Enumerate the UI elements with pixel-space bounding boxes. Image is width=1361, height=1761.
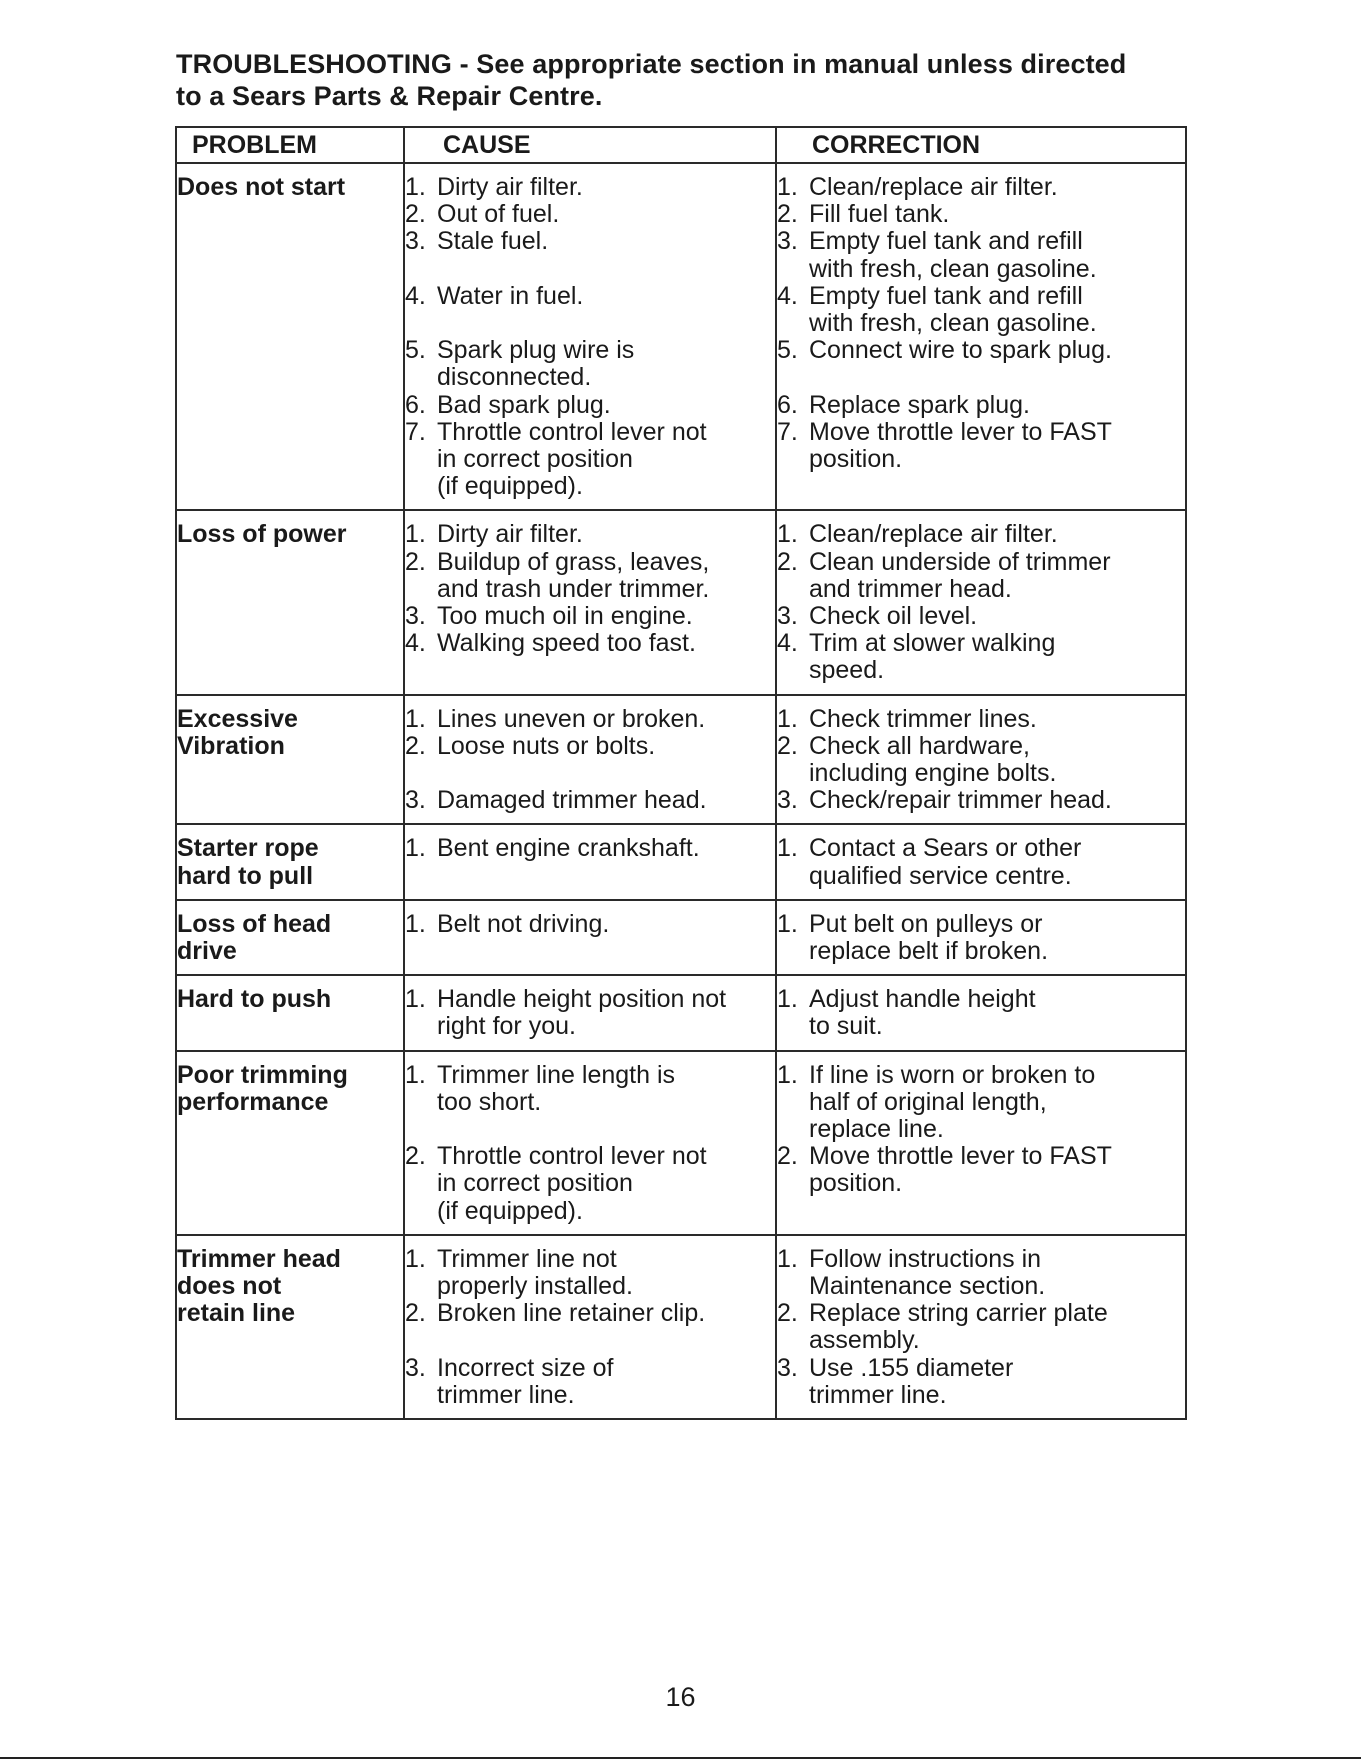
page-number: 16 bbox=[665, 1682, 696, 1712]
title-line-1: TROUBLESHOOTING - See appropriate section in manual unless directed bbox=[176, 49, 1127, 79]
item-text-line: speed. bbox=[809, 656, 885, 685]
item-number: 3. bbox=[405, 227, 426, 256]
troubleshooting-table bbox=[175, 126, 1187, 1420]
cause-item bbox=[405, 733, 775, 760]
table-header-row bbox=[176, 127, 1186, 163]
correction-item bbox=[777, 549, 1185, 603]
problem-cell bbox=[176, 975, 404, 1050]
item-text bbox=[437, 911, 775, 938]
item-text-line: If line is worn or broken to bbox=[809, 1060, 1096, 1089]
item-text-line: Incorrect size of bbox=[437, 1353, 614, 1382]
item-text bbox=[809, 283, 1185, 337]
item-number: 1. bbox=[405, 985, 426, 1014]
cause-item bbox=[405, 174, 775, 201]
problem-cell bbox=[176, 1235, 404, 1419]
item-text-line: Bad spark plug. bbox=[437, 390, 611, 419]
correction-cell bbox=[776, 900, 1186, 975]
cause-item bbox=[405, 228, 775, 255]
item-text-line: Trimmer line length is bbox=[437, 1060, 676, 1089]
correction-item bbox=[777, 706, 1185, 733]
problem-cell bbox=[176, 1051, 404, 1235]
table-row bbox=[176, 1051, 1186, 1235]
item-number: 7. bbox=[777, 417, 798, 446]
problem-cell bbox=[176, 900, 404, 975]
problem-text: hard to pull bbox=[177, 861, 314, 890]
item-text-line: Too much oil in engine. bbox=[437, 602, 693, 631]
item-text-line: to suit. bbox=[809, 1012, 883, 1041]
item-text-line: Trim at slower walking bbox=[809, 629, 1056, 658]
item-text bbox=[437, 787, 775, 814]
item-text bbox=[437, 835, 775, 862]
spacer bbox=[405, 310, 775, 337]
item-number: 1. bbox=[405, 520, 426, 549]
item-text bbox=[809, 228, 1185, 282]
correction-item bbox=[777, 986, 1185, 1040]
item-number: 1. bbox=[777, 1244, 798, 1273]
correction-cell bbox=[776, 695, 1186, 825]
item-text bbox=[809, 1062, 1185, 1144]
item-number: 2. bbox=[777, 200, 798, 229]
item-number: 6. bbox=[777, 390, 798, 419]
correction-item bbox=[777, 630, 1185, 684]
problem-text: Hard to push bbox=[177, 985, 332, 1014]
item-text-line: Broken line retainer clip. bbox=[437, 1299, 706, 1328]
item-text bbox=[437, 392, 775, 419]
item-text bbox=[809, 603, 1185, 630]
problem-text: performance bbox=[177, 1087, 329, 1116]
header-correction: CORRECTION bbox=[776, 127, 1186, 163]
item-number: 5. bbox=[405, 336, 426, 365]
item-text-line: Loose nuts or bolts. bbox=[437, 731, 656, 760]
item-text bbox=[437, 228, 775, 255]
item-text-line: trimmer line. bbox=[437, 1380, 575, 1409]
bottom-rule bbox=[0, 1757, 1361, 1759]
correction-item bbox=[777, 1246, 1185, 1300]
correction-cell bbox=[776, 824, 1186, 899]
item-text bbox=[809, 911, 1185, 965]
item-text bbox=[437, 201, 775, 228]
correction-item bbox=[777, 283, 1185, 337]
item-text bbox=[809, 392, 1185, 419]
item-text-line: Use .155 diameter bbox=[809, 1353, 1014, 1382]
item-text-line: Clean/replace air filter. bbox=[809, 520, 1058, 549]
item-text bbox=[437, 549, 775, 603]
item-text-line: including engine bolts. bbox=[809, 759, 1057, 788]
item-text-line: position. bbox=[809, 1169, 903, 1198]
problem-text: does not bbox=[177, 1272, 282, 1301]
table-row bbox=[176, 695, 1186, 825]
cause-item bbox=[405, 986, 775, 1040]
problem-cell bbox=[176, 695, 404, 825]
item-text-line: Check/repair trimmer head. bbox=[809, 786, 1112, 815]
item-text bbox=[809, 419, 1185, 473]
item-text-line: Move throttle lever to FAST bbox=[809, 1142, 1112, 1171]
cause-item bbox=[405, 392, 775, 419]
item-text-line: Throttle control lever not bbox=[437, 417, 707, 446]
item-text-line: Bent engine crankshaft. bbox=[437, 834, 700, 863]
problem-text: Loss of head bbox=[177, 909, 332, 938]
item-text bbox=[437, 419, 775, 501]
item-text-line: and trash under trimmer. bbox=[437, 574, 710, 603]
spacer bbox=[405, 256, 775, 283]
item-text bbox=[437, 1300, 775, 1327]
correction-item bbox=[777, 835, 1185, 889]
table-row bbox=[176, 975, 1186, 1050]
cause-item bbox=[405, 1062, 775, 1116]
cause-item bbox=[405, 603, 775, 630]
cause-item bbox=[405, 706, 775, 733]
cause-cell bbox=[404, 1051, 776, 1235]
cause-item bbox=[405, 201, 775, 228]
item-text-line: Clean/replace air filter. bbox=[809, 173, 1058, 201]
correction-item bbox=[777, 603, 1185, 630]
item-number: 3. bbox=[405, 1353, 426, 1382]
cause-item bbox=[405, 521, 775, 548]
problem-text: Starter rope bbox=[177, 834, 319, 863]
item-text-line: Connect wire to spark plug. bbox=[809, 336, 1112, 365]
cause-item bbox=[405, 835, 775, 862]
page-title bbox=[176, 48, 1216, 112]
correction-item bbox=[777, 174, 1185, 201]
item-text-line: Empty fuel tank and refill bbox=[809, 281, 1083, 310]
item-text-line: Stale fuel. bbox=[437, 227, 549, 256]
correction-item bbox=[777, 392, 1185, 419]
correction-item bbox=[777, 911, 1185, 965]
item-text-line: Adjust handle height bbox=[809, 985, 1036, 1014]
item-number: 4. bbox=[777, 281, 798, 310]
item-text bbox=[809, 787, 1185, 814]
item-text bbox=[809, 1246, 1185, 1300]
cause-cell bbox=[404, 900, 776, 975]
problem-text: Vibration bbox=[177, 731, 285, 760]
problem-text: Poor trimming bbox=[177, 1060, 348, 1089]
item-text-line: Buildup of grass, leaves, bbox=[437, 547, 710, 576]
item-text bbox=[809, 1300, 1185, 1354]
correction-item bbox=[777, 1300, 1185, 1354]
item-text-line: assembly. bbox=[809, 1326, 920, 1355]
table-row bbox=[176, 163, 1186, 510]
correction-item bbox=[777, 1143, 1185, 1197]
item-text bbox=[437, 603, 775, 630]
cause-item bbox=[405, 1246, 775, 1300]
item-text-line: Throttle control lever not bbox=[437, 1142, 707, 1171]
item-number: 1. bbox=[777, 704, 798, 733]
item-number: 2. bbox=[405, 731, 426, 760]
item-number: 3. bbox=[405, 602, 426, 631]
item-text bbox=[437, 337, 775, 391]
item-number: 2. bbox=[405, 200, 426, 229]
correction-item bbox=[777, 337, 1185, 364]
item-text-line: with fresh, clean gasoline. bbox=[809, 254, 1097, 283]
item-text bbox=[437, 521, 775, 548]
table-row bbox=[176, 824, 1186, 899]
item-text-line: (if equipped). bbox=[437, 1196, 583, 1225]
item-text-line: Fill fuel tank. bbox=[809, 200, 950, 229]
problem-text: retain line bbox=[177, 1299, 296, 1328]
correction-item bbox=[777, 1062, 1185, 1144]
item-number: 3. bbox=[777, 786, 798, 815]
item-number: 1. bbox=[777, 909, 798, 938]
item-number: 1. bbox=[405, 909, 426, 938]
cause-item bbox=[405, 911, 775, 938]
item-number: 4. bbox=[405, 629, 426, 658]
item-text bbox=[437, 706, 775, 733]
correction-cell bbox=[776, 1051, 1186, 1235]
item-text-line: Move throttle lever to FAST bbox=[809, 417, 1112, 446]
item-number: 7. bbox=[405, 417, 426, 446]
cause-item bbox=[405, 1143, 775, 1225]
correction-item bbox=[777, 419, 1185, 473]
item-text bbox=[809, 835, 1185, 889]
item-text-line: Follow instructions in bbox=[809, 1244, 1042, 1273]
item-text-line: trimmer line. bbox=[809, 1380, 947, 1409]
item-text-line: Belt not driving. bbox=[437, 909, 610, 938]
item-text-line: in correct position bbox=[437, 445, 633, 473]
item-number: 3. bbox=[777, 227, 798, 256]
item-text-line: Maintenance section. bbox=[809, 1272, 1046, 1301]
correction-cell bbox=[776, 975, 1186, 1050]
item-text-line: Spark plug wire is bbox=[437, 336, 635, 365]
item-text-line: Check oil level. bbox=[809, 602, 978, 631]
problem-text: Loss of power bbox=[177, 520, 347, 549]
title-line-2: to a Sears Parts & Repair Centre. bbox=[176, 81, 603, 111]
item-text bbox=[809, 201, 1185, 228]
correction-item bbox=[777, 1355, 1185, 1409]
item-number: 3. bbox=[405, 786, 426, 815]
item-text-line: half of original length, bbox=[809, 1087, 1047, 1116]
item-text-line: Put belt on pulleys or bbox=[809, 909, 1043, 938]
item-text bbox=[437, 630, 775, 657]
problem-cell bbox=[176, 163, 404, 510]
problem-cell bbox=[176, 510, 404, 694]
item-text bbox=[809, 174, 1185, 201]
table-row bbox=[176, 900, 1186, 975]
item-text-line: Clean underside of trimmer bbox=[809, 547, 1111, 576]
item-number: 5. bbox=[777, 336, 798, 365]
table-body bbox=[176, 163, 1186, 1419]
item-number: 1. bbox=[405, 1060, 426, 1089]
correction-item bbox=[777, 733, 1185, 787]
item-text bbox=[809, 630, 1185, 684]
item-text-line: Damaged trimmer head. bbox=[437, 786, 707, 815]
item-text-line: Check all hardware, bbox=[809, 731, 1030, 760]
item-text bbox=[437, 283, 775, 310]
problem-text: Excessive bbox=[177, 704, 298, 733]
item-text-line: properly installed. bbox=[437, 1272, 633, 1301]
cause-item bbox=[405, 419, 775, 501]
item-number: 6. bbox=[405, 390, 426, 419]
item-number: 1. bbox=[777, 1060, 798, 1089]
item-text bbox=[437, 1246, 775, 1300]
table-row bbox=[176, 1235, 1186, 1419]
item-number: 3. bbox=[777, 602, 798, 631]
item-text-line: qualified service centre. bbox=[809, 861, 1072, 890]
problem-text: Does not start bbox=[177, 173, 346, 201]
item-text bbox=[437, 1062, 775, 1116]
item-text bbox=[437, 1143, 775, 1225]
item-number: 4. bbox=[405, 281, 426, 310]
item-number: 2. bbox=[405, 1142, 426, 1171]
item-text-line: Lines uneven or broken. bbox=[437, 704, 706, 733]
item-number: 2. bbox=[777, 1142, 798, 1171]
problem-text: drive bbox=[177, 937, 237, 966]
correction-item bbox=[777, 521, 1185, 548]
cause-cell bbox=[404, 1235, 776, 1419]
item-text-line: disconnected. bbox=[437, 363, 592, 392]
item-number: 1. bbox=[405, 834, 426, 863]
spacer bbox=[405, 1327, 775, 1354]
item-text-line: too short. bbox=[437, 1087, 542, 1116]
item-text-line: Handle height position not bbox=[437, 985, 727, 1014]
cause-cell bbox=[404, 824, 776, 899]
item-text-line: Replace spark plug. bbox=[809, 390, 1030, 419]
item-text-line: Dirty air filter. bbox=[437, 173, 583, 201]
item-number: 1. bbox=[405, 704, 426, 733]
item-text-line: position. bbox=[809, 445, 903, 474]
spacer bbox=[405, 1116, 775, 1143]
item-text-line: right for you. bbox=[437, 1012, 576, 1041]
item-number: 4. bbox=[777, 629, 798, 658]
item-text bbox=[437, 1355, 775, 1409]
item-text-line: Walking speed too fast. bbox=[437, 629, 696, 658]
correction-item bbox=[777, 228, 1185, 282]
item-number: 3. bbox=[777, 1353, 798, 1382]
item-text-line: Contact a Sears or other bbox=[809, 834, 1082, 863]
item-number: 2. bbox=[777, 731, 798, 760]
cause-cell bbox=[404, 163, 776, 510]
item-number: 2. bbox=[777, 547, 798, 576]
header-problem: PROBLEM bbox=[176, 127, 404, 163]
cause-item bbox=[405, 630, 775, 657]
item-number: 1. bbox=[777, 520, 798, 549]
problem-cell bbox=[176, 824, 404, 899]
item-text-line: (if equipped). bbox=[437, 472, 583, 501]
spacer bbox=[777, 364, 1185, 391]
item-text-line: replace belt if broken. bbox=[809, 937, 1049, 966]
item-number: 2. bbox=[405, 1299, 426, 1328]
correction-cell bbox=[776, 1235, 1186, 1419]
item-text bbox=[809, 549, 1185, 603]
item-text bbox=[809, 337, 1185, 364]
cause-item bbox=[405, 1300, 775, 1327]
item-number: 2. bbox=[405, 547, 426, 576]
correction-item bbox=[777, 787, 1185, 814]
item-text-line: and trimmer head. bbox=[809, 574, 1012, 603]
item-text-line: Dirty air filter. bbox=[437, 520, 583, 549]
problem-text: Trimmer head bbox=[177, 1244, 341, 1273]
item-text-line: Check trimmer lines. bbox=[809, 704, 1037, 733]
item-text bbox=[809, 1355, 1185, 1409]
item-number: 1. bbox=[405, 1244, 426, 1273]
item-text-line: Empty fuel tank and refill bbox=[809, 227, 1083, 256]
item-number: 1. bbox=[777, 834, 798, 863]
cause-item bbox=[405, 549, 775, 603]
item-number: 2. bbox=[777, 1299, 798, 1328]
correction-item bbox=[777, 201, 1185, 228]
item-text-line: Out of fuel. bbox=[437, 200, 560, 229]
item-text-line: Water in fuel. bbox=[437, 281, 584, 310]
table-row bbox=[176, 510, 1186, 694]
cause-item bbox=[405, 787, 775, 814]
item-text-line: Replace string carrier plate bbox=[809, 1299, 1108, 1328]
item-text bbox=[437, 174, 775, 201]
item-text-line: in correct position bbox=[437, 1169, 633, 1198]
item-number: 1. bbox=[777, 985, 798, 1014]
cause-cell bbox=[404, 975, 776, 1050]
correction-cell bbox=[776, 163, 1186, 510]
spacer bbox=[405, 760, 775, 787]
item-text bbox=[809, 986, 1185, 1040]
item-number: 1. bbox=[405, 173, 426, 201]
cause-item bbox=[405, 1355, 775, 1409]
item-text bbox=[809, 706, 1185, 733]
cause-cell bbox=[404, 510, 776, 694]
item-number: 1. bbox=[777, 173, 798, 201]
item-text bbox=[809, 1143, 1185, 1197]
header-cause: CAUSE bbox=[404, 127, 776, 163]
cause-item bbox=[405, 337, 775, 391]
item-text-line: with fresh, clean gasoline. bbox=[809, 309, 1097, 338]
item-text bbox=[809, 521, 1185, 548]
cause-item bbox=[405, 283, 775, 310]
item-text-line: Trimmer line not bbox=[437, 1244, 617, 1273]
item-text bbox=[437, 986, 775, 1040]
item-text bbox=[437, 733, 775, 760]
cause-cell bbox=[404, 695, 776, 825]
item-text-line: replace line. bbox=[809, 1115, 944, 1144]
correction-cell bbox=[776, 510, 1186, 694]
item-text bbox=[809, 733, 1185, 787]
